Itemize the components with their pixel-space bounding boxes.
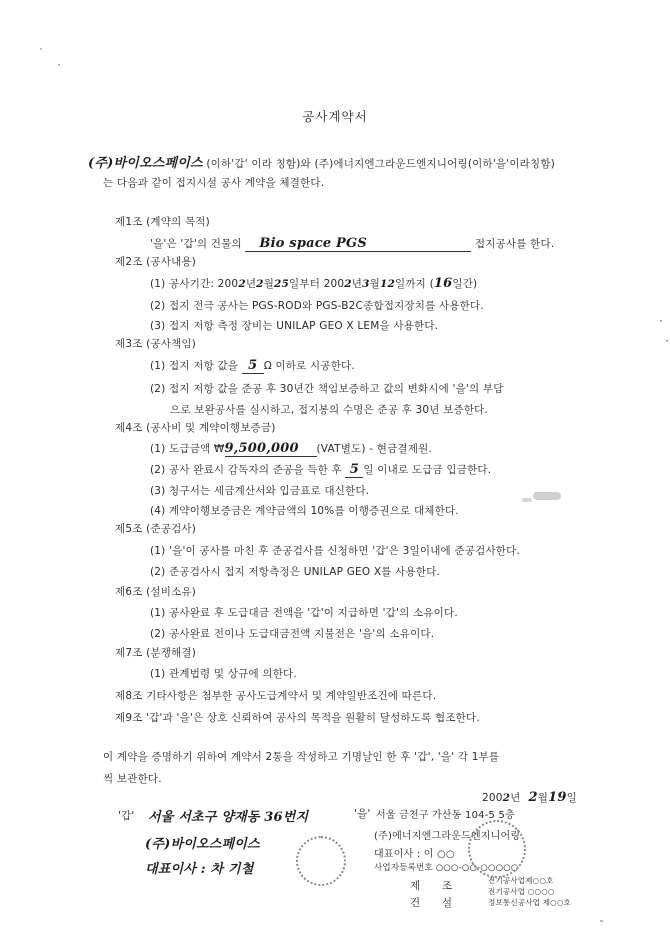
closing-line-2: 씩 보관한다. [103,773,162,785]
license-a [410,878,452,893]
article-5-line-2: (2) 준공검사시 접지 저항측정은 UNILAP GEO X를 사용한다. [150,566,441,578]
scan-speck [660,320,662,322]
license-b [410,895,452,910]
a2-l1-hw-6: 12 [379,278,395,290]
party-a-representative: 대표이사 : 차 기철 [145,862,254,877]
scan-speck [666,340,668,342]
a2-l1-text-e: 년 [351,278,363,290]
article-1-blank [245,236,471,252]
article-4-line-3: (3) 청구서는 세금계산서와 입금표로 대신한다. [150,485,370,497]
a2-l1-hw-5: 3 [362,278,370,290]
article-9: 제9조 '갑'과 '을'은 상호 신뢰하여 공사의 목적을 원활히 달성하도록 협조한다. [115,712,480,724]
license-a-char-2: 조 [441,880,453,892]
party-b-company: (주)에너지엔그라운드엔지니어링 [374,831,521,842]
license-right-2: 전기공사업 ○○○○ [488,887,555,896]
party-b-label: '을' [354,808,371,820]
a3-l1-post: Ω 이하로 시공한다. [263,360,355,372]
article-1-line [150,236,554,252]
a4-l2-blank [345,462,363,478]
date-year-hw: 2 [502,792,511,804]
article-6-line-2: (2) 공사완료 전이나 도급대금전액 지불전은 '을'의 소유이다. [150,628,435,640]
article-1-pre: '을'은 '갑'의 건물의 [150,238,242,250]
page-title: 공사계약서 [302,109,368,124]
license-a-char-1: 제 [410,880,421,892]
a2-l1-text-d: 일부터 200 [289,278,345,290]
article-2-title: 제2조 (공사내용) [115,256,197,268]
date-day-hw: 19 [548,790,567,805]
date-day-label: 일 [566,792,577,804]
a2-l1-hw-7: 16 [433,276,453,291]
party-a-handwritten: (주)바이오스페이스 [88,156,203,171]
article-4-title: 제4조 (공사비 및 계약이행보증금) [115,422,276,434]
party-a-address: 서울 서초구 양재동 36번지 [148,810,309,825]
scan-speck [600,920,603,922]
intro-line-1 [88,152,555,171]
closing-line-1: 이 계약을 증명하기 위하여 계약서 2통을 작성하고 기명날인 한 후 '갑', '을' 각 1부를 [103,751,500,763]
a2-l1-text-a: (1) 공사기간: 200 [150,278,239,290]
party-a-label: '갑' [118,810,135,822]
article-2-line-1 [150,276,477,291]
date-pre: 200 [482,792,503,804]
a4-l1-blank [225,441,317,457]
date-month-label: 월 [537,792,549,804]
article-3-line-2: (2) 접지 저항 값을 준공 후 30년간 책임보증하고 값의 변화시에 '을'의 부담 [150,383,504,395]
a2-l1-hw-4: 2 [344,278,352,290]
article-1-handwritten: Bio space PGS [259,236,367,251]
a2-l1-text-b: 년 [245,278,257,290]
article-7-line-1: (1) 관계법령 및 상규에 의한다. [150,668,297,680]
a4-l2-post: 일 이내로 도급금 입금한다. [363,464,492,476]
intro-line-2: 는 다음과 같이 접지시설 공사 계약을 체결한다. [103,177,325,189]
article-4-line-4: (4) 계약이행보증금은 계약금액의 10%를 이행증권으로 대체한다. [150,505,459,517]
date-month-hw: 2 [528,790,538,805]
article-3-title: 제3조 (공사책임) [115,338,197,350]
a2-l1-text-c: 월 [263,278,275,290]
article-4-line-2 [150,462,491,478]
party-b-registration: 사업자등록번호 ○○○-○○-○○○○○ [374,863,519,873]
party-b-representative: 대표이사 : 이 ○○ [374,849,455,860]
article-6-line-1: (1) 공사완료 후 도급대금 전액을 '갑'이 지급하면 '갑'의 소유이다. [150,607,458,619]
a2-l1-hw-2: 2 [256,278,264,290]
party-b-seal-stamp [468,820,526,878]
article-6-title: 제6조 (설비소유) [115,586,197,598]
a4-l1-post: (VAT별도) - 현금결제원. [316,443,433,455]
a3-l1-hw: 5 [248,358,258,373]
a4-l1-pre: (1) 도급금액 ₩ [150,443,225,455]
article-8: 제8조 기타사항은 첨부한 공사도급계약서 및 계약일반조건에 따른다. [115,690,437,702]
article-1-post: 접지공사를 한다. [474,238,555,250]
license-right-1: 전기공사업제○○호 [488,876,554,885]
a3-l1-pre: (1) 접지 저항 값을 [150,360,239,372]
a3-l1-blank [242,358,264,374]
a2-l1-hw-1: 2 [238,278,246,290]
party-b-address: 서울 금천구 가산동 104-5 5층 [376,810,515,821]
a4-l2-hw: 5 [349,462,360,477]
license-b-char-2: 설 [441,897,453,909]
scan-speck [58,64,60,66]
date-year-label: 년 [510,792,521,804]
scan-speck [40,48,42,50]
intro-line-1-text: (이하'갑' 이라 칭함)와 (주)에너지엔그라운드엔지니어링(이하'을'이라칭함) [202,158,556,170]
scan-smudge [522,498,532,502]
license-right-3: 정보통신공사업 제○○호 [488,898,572,907]
article-7-title: 제7조 (분쟁해결) [115,647,197,659]
party-a-seal-stamp [296,836,346,886]
party-a-company: (주)바이오스페이스 [145,837,260,852]
article-1-title: 제1조 (계약의 목적) [115,216,210,228]
article-4-line-1 [150,441,432,457]
a2-l1-text-g: 일까지 ( [395,278,434,290]
a4-l2-pre: (2) 공사 완료시 감독자의 준공을 득한 후 [150,464,342,476]
license-b-char-1: 건 [410,897,421,909]
a2-l1-hw-3: 25 [274,278,290,290]
contract-date [482,790,577,805]
a2-l1-text-f: 월 [369,278,380,290]
article-3-line-1 [150,358,355,374]
a2-l1-text-h: 일간) [452,278,478,290]
scan-smudge [533,492,561,500]
article-2-line-2: (2) 접지 전극 공사는 PGS-ROD와 PGS-B2C종합접지장치를 사용한다. [150,300,484,312]
article-5-title: 제5조 (준공검사) [115,523,197,535]
article-3-line-3: 으로 보완공사를 실시하고, 접지봉의 수명은 준공 후 30년 보증한다. [170,404,489,416]
article-5-line-1: (1) '을'이 공사를 마친 후 준공검사를 신청하면 '갑'은 3일이내에 준공검사한다. [150,545,521,557]
article-2-line-3: (3) 접지 저항 측정 장비는 UNILAP GEO X LEM을 사용한다. [150,320,439,332]
a4-l1-hw: 9,500,000 [224,441,299,456]
